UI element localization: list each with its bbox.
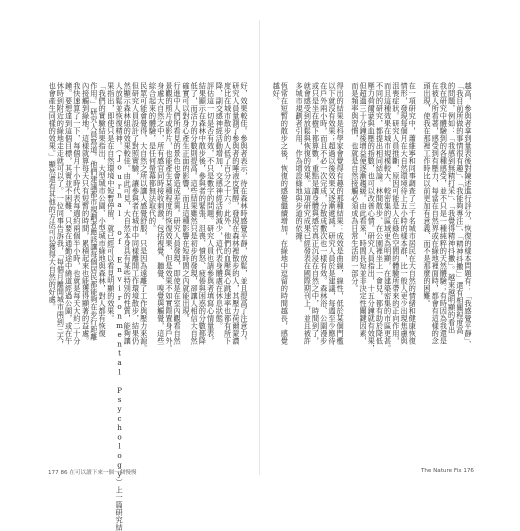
right-text-column: 越高，參與者拿到量表後對陳述進行評分，恢復的樣本問題有：「我感覺平靜」、 (464, 82, 473, 349)
right-text-column: 壓力荷爾蒙與血壓的指數，也可以改善心情。研究人員指出，十五分鐘就有效果， (367, 82, 377, 352)
left-text-column: 休時到附近的綠地走走就可以了。一位同事告訴我，「每個月離開城市兩到三天， (56, 82, 66, 349)
left-text-column: 評估這一切是否有效，不只是數字的問題。研究人員也請參與者填寫心情量表， (206, 82, 216, 345)
page-gutter (259, 20, 260, 475)
right-text-column: 我在研究中體驗到的各種感受，並不只是一種純粹的天然體驗；有時因為我還是 (439, 82, 449, 345)
right-text-column: 以下就沒有效果；超過以後效果又逐漸遞減。研究人員於是建議，每週至少應待 (327, 82, 337, 345)
left-text-column: 民眾可能會覺得，大自然之所以讓人感覺舒服，只是因為遠離了工作與壓力來源。 (139, 82, 149, 352)
right-text-column: 沮喪症狀。研究人員推斷，原因可能是人在綠色空間的體驗所帶來的正向作用， (391, 82, 401, 345)
right-text-column: 但超過三十分鐘後增益便逐漸趨緩。由此看來，時間長短並非決定性關鍵因素， (359, 82, 369, 345)
right-page (272, 82, 472, 392)
right-text-column: 頭出現，使我在那裡工作時比以前更加有意義、而不是那麼的困難。 (422, 82, 432, 307)
left-text-column: 但研究人員設計了對照實驗，讓參與者在城市中同樣離開工作環境散步，結果仍 (131, 82, 141, 345)
left-text-column: 內接觸到綠地，這樣就算每天只有短暫的時間，累積起來也能獲得顯著的益處。 (81, 82, 91, 345)
right-text-column: 在戶外兩小時，而且不必一次完成，分散成數次也一樣有效。森林浴、公園漫步 (319, 82, 329, 345)
right-text-column: 的問題，例如：「我感到無精打采」、「我覺得精神抖擻」。越來越明顯的看出 (447, 82, 457, 334)
right-text-column: 在被人所看著，感受到有壓力，每當在自然界或在綠地裡面時，都會有這樣的念 (431, 82, 441, 345)
left-text-column: 人放鬆並恢復精神。（Journal of Environmental Psychology）上一篇研究結 (115, 82, 125, 531)
right-page-text (272, 82, 472, 392)
left-text-column: 行進中人們所看見的景色也會造成差異。研究人員發現，即使是在室內觀看自然 (173, 82, 183, 345)
left-text-column: 身處大自然之中，所有感官同時接收刺激，包括視覺、聽覺、嗅覺與觸覺，這些 (156, 82, 166, 345)
right-text-column: 「我目前所做的事情很有趣」、「我能夠專注」、「精神抖擻」」還有相關程度高 (455, 82, 465, 334)
right-text-column: 恆常在短暫的散步之後，恢復的感覺繼續增加，在綠地中逗留的時間越長，感覺 (280, 82, 290, 345)
right-text-column: 而且這種效果在城市規模較大、較密集的區域更為明顯，在建築密集的市區更甚。 (383, 82, 393, 352)
left-text-column: 然顯示森林組的效果較佳。由此可見，大自然本身具有某些特別的性質，能夠讓 (123, 82, 133, 345)
left-text-column: 結果顯示在森林中散步後，參與者的緊張、沮喪、憤怒、疲倦與困惑的分數都降 (198, 82, 208, 345)
left-text-column: 景觀的照片或影片，也能產生某種程度的恢復效果，但是效果不如實際置身戶外。 (164, 82, 174, 352)
left-text-column: 「我們的實驗結果指出，大型城市公園、小型城市綠地與森林，對人都有恢復 (98, 82, 108, 337)
left-page-folio: 177 86 在可以讀下來一個一個慢慢 (48, 470, 137, 476)
left-text-column: 好，效果較佳。參與者表示，待在森林時感覺平靜，放鬆，並且提高了注意力。 (240, 82, 249, 345)
left-text-column: 也會產生同樣的效果。」顯然還有其他的方法可以獲得大自然的好處。 (48, 82, 58, 311)
right-text-column: 或只是坐在樹下都算數，重點是讓身體與感官真正沉浸在自然之中，時間到了， (311, 82, 321, 345)
right-text-column: 多城市規劃者引用，作為增設綠地與步道的依據。 (295, 82, 305, 247)
left-text-column: 降，副交感神經活動增加，交感神經活動減少，這代表身體處在休息狀態。 (215, 82, 225, 330)
left-text-column: 鐘。要想達到這個目標，其實並不困難，只要在通勤途中繞道經過公園，或在午 (64, 82, 74, 345)
right-text-column: 不同的研究，都提出相同結論。林間散步、在公園裡坐上一會兒，都有助於降低 (375, 82, 385, 345)
left-text-column: 低了，而活力的分數則提高。這些結果雖然只是初步的發現，卻讓人相信大自然 (190, 82, 200, 345)
right-page-folio: The Nature Fix 176 (420, 468, 474, 474)
right-text-column: 情形，發現每個月在大自然環境待上五小時的樣本群，比一般人更少出現焦慮與 (400, 82, 410, 345)
left-text-column: 度比在城市散步的人低了百分之十六。此外，他們的血壓與心跳速率也都有所下 (223, 82, 233, 345)
left-text-column: 我快速算了一下，每個月十小時代表每週約兩個半小時，也就是每天大約二十分 (72, 82, 82, 345)
right-text-column: 就會感受到放鬆與恢復的效果。這項研究成果已經發表在國際期刊上，並且被許 (303, 82, 313, 345)
left-text-column: 綜合起來的體驗，是任何螢幕都無法取代的。 (148, 82, 158, 232)
left-text-column: 作用。」研究人員寫道。他們建議都市規劃者應該讓每個居民都能夠在步行距離 (89, 82, 99, 341)
right-text-column: 得出的結果是科學家會覺得有趣的那種結果：成效是曲線，線性，低於某個門檻 (336, 82, 346, 345)
right-text-column: 在一項研究中，蕭維寧和同事調查了三千名城市居民在大自然的情緒和健康恢復 (408, 82, 418, 345)
left-text-column: 確實可以對身心產生正面的影響，而且這種影響在短時間之內就能出現。 (181, 82, 191, 322)
left-text-column: 研究人員量測了參與者的唾液皮質醇，發現在森林裡散步的人，其壓力荷爾蒙濃 (231, 82, 241, 345)
right-text-column: 越好。 (272, 82, 282, 105)
left-text-column: 果指出，即使只是在自然環境中短暫停留，就已經可以看見明顯的效果。 (106, 82, 116, 322)
right-text-column: 而是頻率與習慣，也就是自然接觸必須成為日常生活的一部分。 (350, 82, 360, 292)
